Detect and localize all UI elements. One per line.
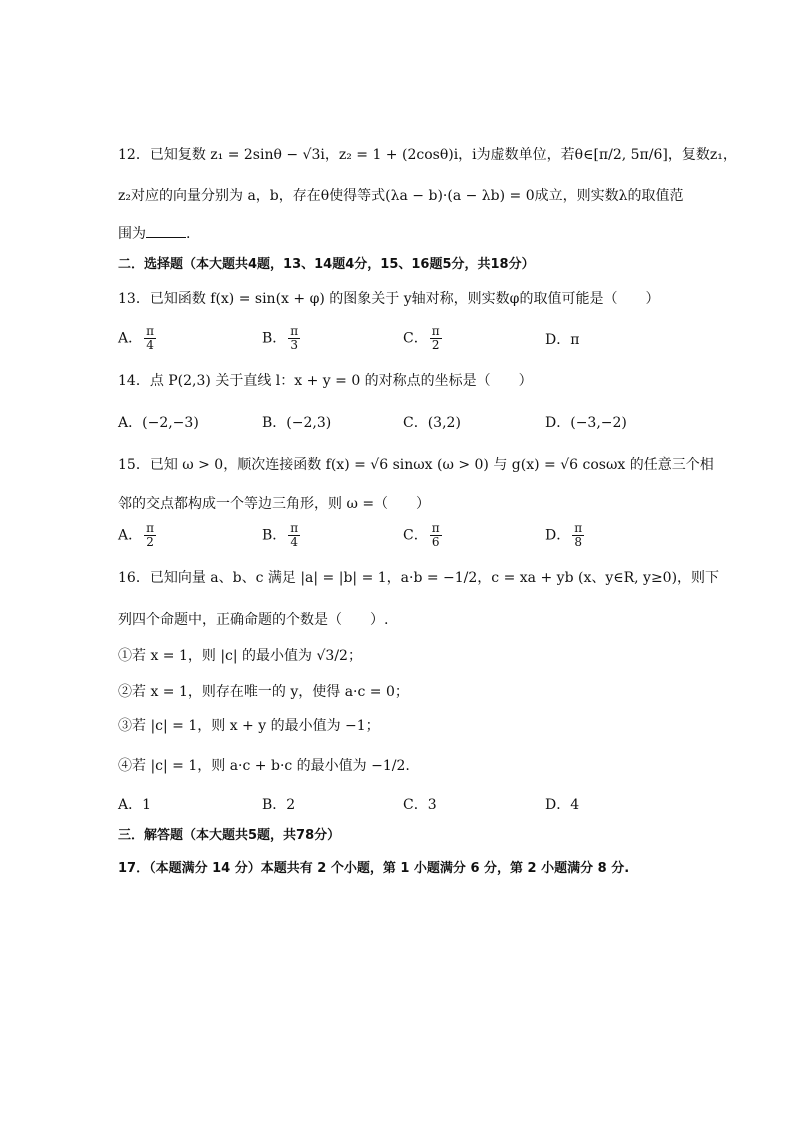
q13-option-b: B． $\frac{\pi}{3}$ xyxy=(262,324,299,352)
q13-stem: 13．已知函数 f(x) = sin(x + φ) 的图象关于 y轴对称，则实数φ的取值可能是（ ） xyxy=(118,291,660,307)
q14-option-d: D．(−3,−2) xyxy=(545,415,627,431)
q13-option-a: A． $\frac{\pi}{4}$ xyxy=(118,324,155,352)
q16-statement-4: ④若 |c| = 1，则 a·c + b·c 的最小值为 −1/2. xyxy=(118,758,410,774)
q14-option-b: B．(−2,3) xyxy=(262,415,332,431)
q16-option-b: B．2 xyxy=(262,797,296,813)
fraction: $\frac{\pi}{3}$ xyxy=(290,324,299,352)
section2-heading: 二．选择题（本大题共4题，13、14题4分，15、16题5分，共18分） xyxy=(118,257,535,272)
q15-option-d: D． $\frac{\pi}{8}$ xyxy=(545,521,583,549)
q16-statement-1: ①若 x = 1，则 |c| 的最小值为 √3/2； xyxy=(118,648,362,664)
q12-line1: 12．已知复数 z₁ = 2sinθ − √3i，z₂ = 1 + (2cosθ)i，i为虚数单位，若θ∈[π/2, 5π/6]，复数z₁， xyxy=(118,147,737,163)
fraction: $\frac{\pi}{6}$ xyxy=(431,521,440,549)
q15-option-c: C． $\frac{\pi}{6}$ xyxy=(403,521,440,549)
q16-option-c: C．3 xyxy=(403,797,437,813)
q16-line2: 列四个命题中，正确命题的个数是（ ）. xyxy=(118,612,389,628)
fraction: $\frac{\pi}{4}$ xyxy=(146,324,155,352)
q12-line2: z₂对应的向量分别为 a，b，存在θ使得等式(λa − b)·(a − λb) = 0成立，则实数λ的取值范 xyxy=(118,188,684,204)
fraction: $\frac{\pi}{8}$ xyxy=(574,521,583,549)
q14-option-a: A．(−2,−3) xyxy=(118,415,199,431)
q14-stem: 14．点 P(2,3) 关于直线 l：x + y = 0 的对称点的坐标是（ ） xyxy=(118,373,533,389)
q17-stem: 17．（本题满分 14 分）本题共有 2 个小题，第 1 小题满分 6 分，第 2 小题满分 8 分. xyxy=(118,861,630,876)
q16-option-d: D．4 xyxy=(545,797,580,813)
q16-option-a: A．1 xyxy=(118,797,152,813)
q14-option-c: C．(3,2) xyxy=(403,415,461,431)
q16-line1: 16．已知向量 a、b、c 满足 |a| = |b| = 1，a·b = −1/2，c = xa + yb (x、y∈R, y≥0)，则下 xyxy=(118,570,720,586)
q12-line3: 围为 . xyxy=(118,226,191,242)
answer-blank xyxy=(146,225,186,238)
fraction: $\frac{\pi}{2}$ xyxy=(431,324,440,352)
q15-line1: 15．已知 ω > 0，顺次连接函数 f(x) = √6 sinωx (ω > 0) 与 g(x) = √6 cosωx 的任意三个相 xyxy=(118,457,714,473)
q15-line2: 邻的交点都构成一个等边三角形，则 ω =（ ） xyxy=(118,496,431,512)
q13-option-d: D．π xyxy=(545,332,580,348)
section3-heading: 三．解答题（本大题共5题，共78分） xyxy=(118,828,341,843)
fraction: $\frac{\pi}{2}$ xyxy=(146,521,155,549)
fraction: $\frac{\pi}{4}$ xyxy=(290,521,299,549)
q13-option-c: C． $\frac{\pi}{2}$ xyxy=(403,324,440,352)
q15-option-a: A． $\frac{\pi}{2}$ xyxy=(118,521,155,549)
q16-statement-3: ③若 |c| = 1，则 x + y 的最小值为 −1； xyxy=(118,718,380,734)
q12-line3-text: 围为 xyxy=(118,226,146,242)
q16-statement-2: ②若 x = 1，则存在唯一的 y，使得 a·c = 0； xyxy=(118,684,409,700)
q15-option-b: B． $\frac{\pi}{4}$ xyxy=(262,521,299,549)
